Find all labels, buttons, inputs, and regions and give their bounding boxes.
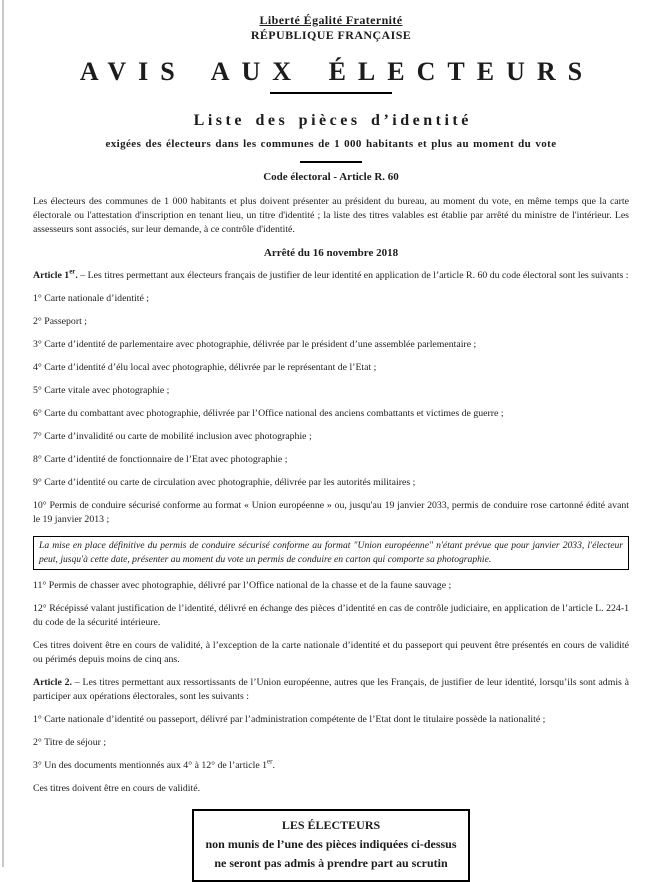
code-reference: Code électoral - Article R. 60 <box>263 171 399 183</box>
republic-name: RÉPUBLIQUE FRANÇAISE <box>250 28 412 42</box>
intro-paragraph: Les électeurs des communes de 1 000 habitants et plus doivent présenter au président du bureau, au moment du vote, en même temps que la carte électorale ou l'attestation d'inscription en tenant lieu, un titre d'identité ; la liste des titres valables est établie par arrêté du ministre de l'intérieur. Les assesseurs sont associés, sur leur demande, à ce contrôle d'identité. <box>33 196 629 235</box>
article2-label: Article 2. <box>33 677 72 688</box>
driving-licence-note-box: La mise en place définitive du permis de conduire sécurisé conforme au format "Union européenne" n'étant prévue que pour janvier 2033, l'électeur peut, jusqu'à cette date, présenter au moment du vote un permis de conduire en carton qui comporte sa photographie. <box>33 536 629 570</box>
article1-label: Article 1er. <box>33 267 78 281</box>
article2-item-3: 3° Un des documents mentionnés aux 4° à 12° de l’article 1er. <box>33 757 275 771</box>
warning-line-1: LES ÉLECTEURS <box>281 818 381 832</box>
article2-validity-paragraph: Ces titres doivent être en cours de validité. <box>33 783 201 794</box>
list-item-4: 4° Carte d’identité d’élu local avec photographie, délivrée par le représentant de l’Etat ; <box>33 362 377 373</box>
list-item-3: 3° Carte d’identité de parlementaire avec photographie, délivrée par le président d’une assemblée parlementaire ; <box>33 339 477 350</box>
article2-ordinal-sup: er <box>267 757 273 766</box>
list-item-8: 8° Carte d’identité de fonctionnaire de l’Etat avec photographie ; <box>33 454 288 465</box>
article2-lead-text: – Les titres permettant aux ressortissants de l’Union européenne, autres que les Français, de justifier de leur identité, lorsqu’ils sont admis à participer aux opérations électorales, sont les suivants : <box>33 677 630 702</box>
subtitle-divider <box>300 161 362 163</box>
list-item-12: 12° Récépissé valant justification de l’identité, délivré en échange des pièces d’identité en cas de contrôle judiciaire, en application de l’article L. 224-1 du code de la sécurité intérieure. <box>33 603 629 628</box>
article1-validity-paragraph: Ces titres doivent être en cours de validité, à l’exception de la carte nationale d’identité et du passeport qui peuvent être présentés en cours de validité ou périmés depuis moins de cinq ans. <box>33 640 629 665</box>
list-item-1: 1° Carte nationale d’identité ; <box>33 293 149 304</box>
page-title: AVIS AUX ÉLECTEURS <box>79 57 595 86</box>
article2-item-2: 2° Titre de séjour ; <box>33 737 107 748</box>
list-item-5: 5° Carte vitale avec photographie ; <box>33 385 170 396</box>
warning-line-3: ne seront pas admis à prendre part au scrutin <box>214 856 448 870</box>
list-item-9: 9° Carte d’identité ou carte de circulation avec photographie, délivrée par les autorités militaires ; <box>33 477 416 488</box>
list-item-11: 11° Permis de chasser avec photographie, délivré par l’Office national de la chasse et de la faune sauvage ; <box>33 580 452 591</box>
subtitle-main: Liste des pièces d’identité <box>193 112 472 129</box>
article1-ordinal-sup: er <box>69 267 76 276</box>
list-item-7: 7° Carte d’invalidité ou carte de mobilité inclusion avec photographie ; <box>33 431 312 442</box>
article1-lead-text: – Les titres permettant aux électeurs français de justifier de leur identité en application de l’article R. 60 du code électoral sont les suivants : <box>77 270 629 281</box>
warning-line-2: non munis de l’une des pièces indiquées ci-dessus <box>205 837 457 851</box>
motto: Liberté Égalité Fraternité <box>259 13 403 27</box>
title-underline <box>270 92 392 94</box>
subtitle-detail: exigées des électeurs dans les communes de 1 000 habitants et plus au moment du vote <box>105 138 557 150</box>
voters-warning-box <box>192 809 469 882</box>
list-item-10: 10° Permis de conduire sécurisé conforme au format « Union européenne » ou, jusqu'au 19 janvier 2033, permis de conduire rose cartonné édité avant le 19 janvier 2013 ; <box>33 500 629 525</box>
decree-heading: Arrêté du 16 novembre 2018 <box>263 247 399 259</box>
list-item-6: 6° Carte du combattant avec photographie, délivrée par l’Office national des anciens combattants et victimes de guerre ; <box>33 408 504 419</box>
article2-item-1: 1° Carte nationale d’identité ou passeport, délivré par l’administration compétente de l’Etat dont le titulaire possède la nationalité ; <box>33 714 546 725</box>
list-item-2: 2° Passeport ; <box>33 316 87 327</box>
article1-lead <box>33 269 629 283</box>
article2-lead <box>33 676 629 704</box>
page-left-edge <box>2 0 4 867</box>
